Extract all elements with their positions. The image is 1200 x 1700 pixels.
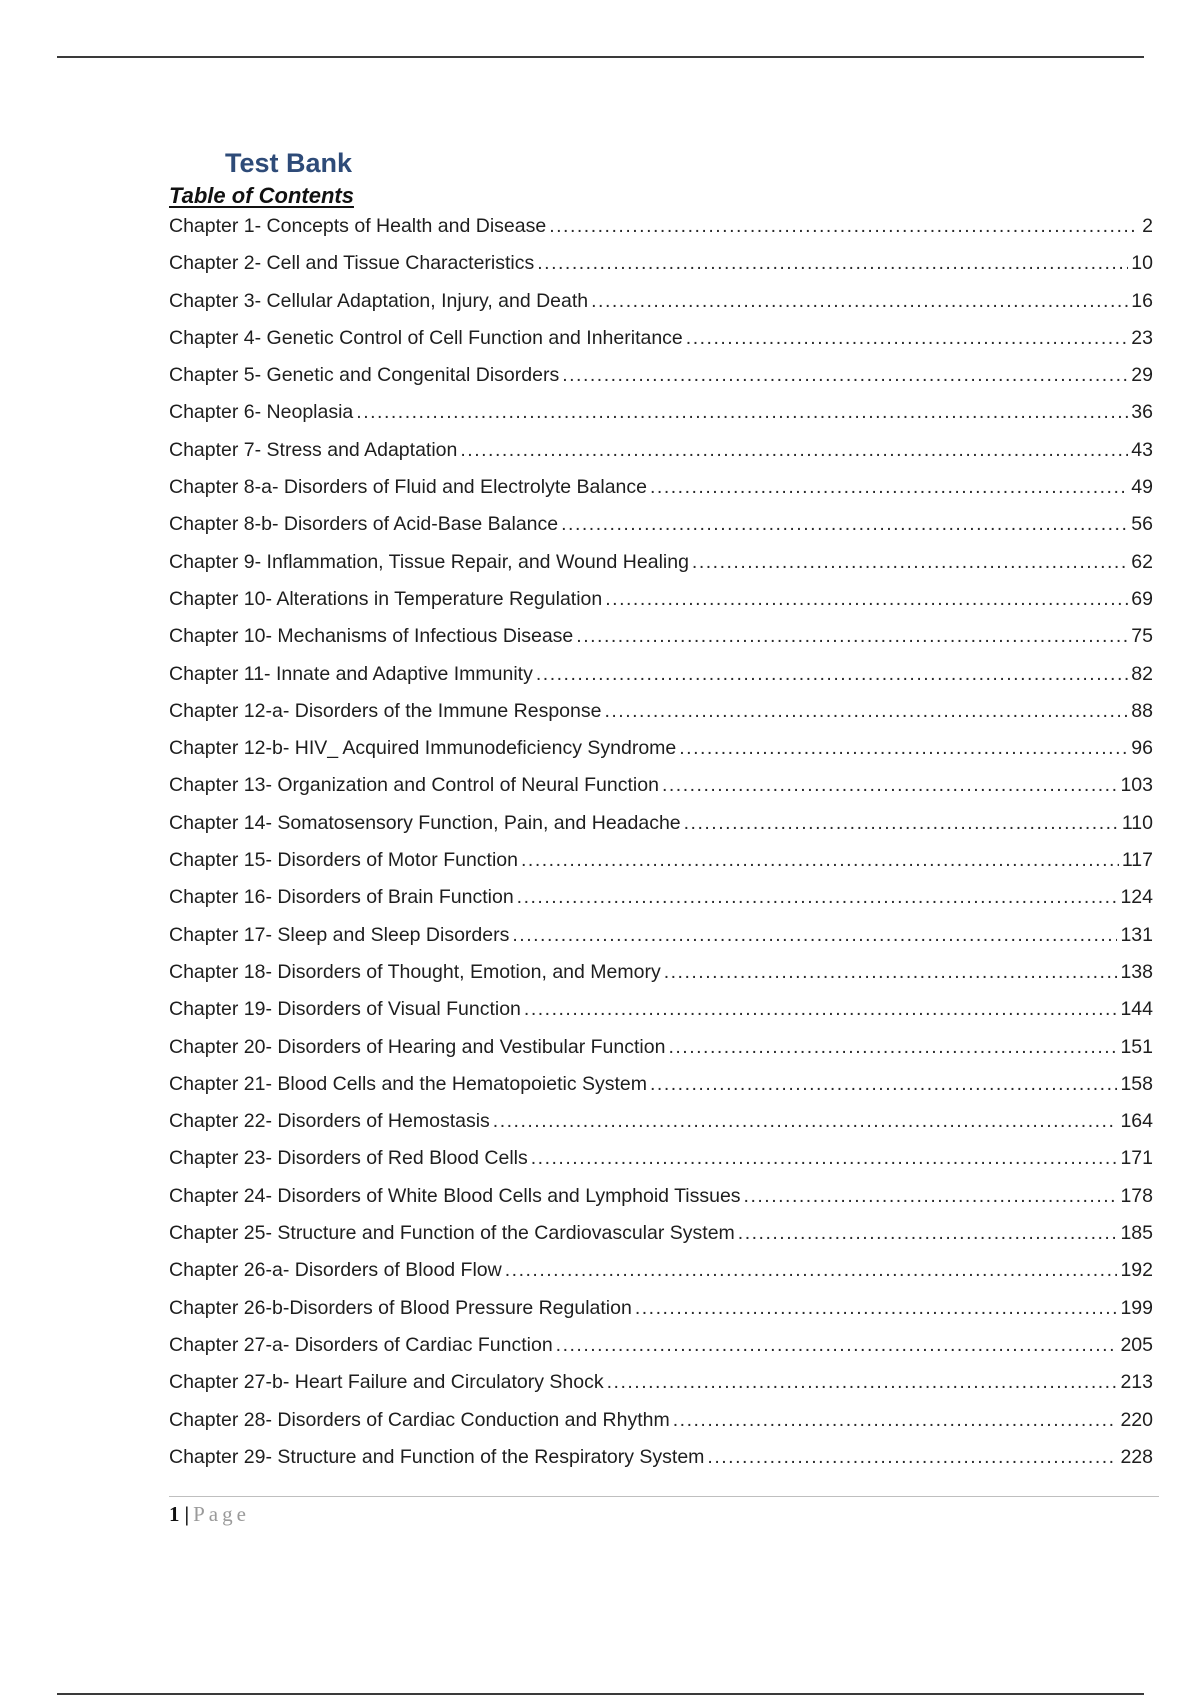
toc-dot-leader	[607, 1366, 1118, 1398]
toc-entry[interactable]	[169, 807, 1153, 844]
toc-entry-page: 144	[1120, 998, 1153, 1021]
toc-entry-title: Chapter 23- Disorders of Red Blood Cells	[169, 1147, 528, 1170]
toc-entry[interactable]	[169, 919, 1153, 956]
toc-entry-page: 213	[1120, 1371, 1153, 1394]
toc-entry-page: 23	[1131, 326, 1153, 349]
toc-entry-page: 2	[1142, 215, 1153, 237]
toc-entry[interactable]	[169, 695, 1153, 732]
toc-entry[interactable]	[169, 359, 1153, 396]
toc-dot-leader	[707, 1441, 1117, 1473]
toc-entry-title: Chapter 10- Alterations in Temperature Regulation	[169, 587, 603, 610]
toc-entry[interactable]	[169, 1329, 1153, 1366]
toc-entry-page: 151	[1120, 1035, 1153, 1058]
toc-dot-leader	[549, 210, 1139, 242]
toc-dot-leader	[556, 1329, 1118, 1361]
toc-entry[interactable]	[169, 471, 1153, 508]
toc-dot-leader	[605, 583, 1128, 615]
toc-entry-page: 75	[1131, 625, 1153, 648]
toc-entry[interactable]	[169, 546, 1153, 583]
toc-entry-page: 178	[1120, 1184, 1153, 1207]
toc-dot-leader	[686, 322, 1129, 354]
toc-entry-page: 62	[1131, 550, 1153, 573]
toc-entry-title: Chapter 2- Cell and Tissue Characteristics	[169, 252, 535, 275]
toc-entry-page: 185	[1120, 1222, 1153, 1245]
toc-entry-page: 110	[1121, 811, 1153, 834]
toc-entry-title: Chapter 13- Organization and Control of Neural Function	[169, 774, 659, 797]
toc-entry[interactable]	[169, 285, 1153, 322]
toc-entry-title: Chapter 18- Disorders of Thought, Emotion, and Memory	[169, 960, 661, 983]
toc-dot-leader	[738, 1217, 1118, 1249]
toc-entry-title: Chapter 11- Innate and Adaptive Immunity	[169, 662, 533, 685]
toc-entry-title: Chapter 8-a- Disorders of Fluid and Electrolyte Balance	[169, 476, 647, 499]
toc-entry-page: 131	[1120, 923, 1153, 946]
toc-entry-title: Chapter 4- Genetic Control of Cell Function and Inheritance	[169, 326, 683, 349]
toc-entry-title: Chapter 9- Inflammation, Tissue Repair, and Wound Healing	[169, 550, 689, 573]
toc-entry-title: Chapter 17- Sleep and Sleep Disorders	[169, 923, 510, 946]
toc-entry-title: Chapter 15- Disorders of Motor Function	[169, 849, 518, 872]
toc-dot-leader	[561, 508, 1128, 540]
toc-entry[interactable]	[169, 1366, 1153, 1403]
toc-entry[interactable]	[169, 583, 1153, 620]
toc-entry[interactable]	[169, 844, 1153, 881]
toc-dot-leader	[517, 881, 1118, 913]
toc-dot-leader	[521, 844, 1119, 876]
toc-entry-page: 158	[1120, 1072, 1153, 1095]
toc-entry[interactable]	[169, 658, 1153, 695]
toc-entry-title: Chapter 1- Concepts of Health and Disease	[169, 215, 547, 237]
toc-dot-leader	[356, 396, 1128, 428]
toc-entry-page: 16	[1131, 289, 1153, 312]
toc-entry-title: Chapter 25- Structure and Function of the Cardiovascular System	[169, 1222, 735, 1245]
toc-entry[interactable]	[169, 620, 1153, 657]
toc-entry-page: 82	[1131, 662, 1153, 685]
toc-entry[interactable]	[169, 1441, 1153, 1478]
toc-dot-leader	[604, 695, 1128, 727]
toc-dot-leader	[536, 658, 1128, 690]
toc-dot-leader	[664, 956, 1118, 988]
toc-entry[interactable]	[169, 769, 1153, 806]
toc-entry[interactable]	[169, 508, 1153, 545]
toc-entry-title: Chapter 27-b- Heart Failure and Circulatory Shock	[169, 1371, 604, 1394]
toc-dot-leader	[692, 546, 1128, 578]
toc-entry-title: Chapter 29- Structure and Function of the Respiratory System	[169, 1445, 705, 1468]
toc-entry-page: 56	[1131, 513, 1153, 536]
toc-dot-leader	[673, 1404, 1118, 1436]
toc-dot-leader	[684, 807, 1119, 839]
header-rule	[57, 56, 1144, 58]
toc-entry-title: Chapter 21- Blood Cells and the Hematopoietic System	[169, 1072, 647, 1095]
toc-entry[interactable]	[169, 1180, 1153, 1217]
toc-dot-leader	[576, 620, 1128, 652]
footer-page-label: Page	[193, 1502, 250, 1526]
toc-entry-title: Chapter 26-a- Disorders of Blood Flow	[169, 1259, 502, 1282]
toc-dot-leader	[668, 1031, 1117, 1063]
toc-entry-page: 43	[1131, 438, 1153, 461]
toc-entry-title: Chapter 5- Genetic and Congenital Disorders	[169, 364, 560, 387]
toc-entry[interactable]	[169, 396, 1153, 433]
toc-entry-title: Chapter 7- Stress and Adaptation	[169, 438, 458, 461]
toc-entry[interactable]	[169, 956, 1153, 993]
footer-separator: |	[184, 1502, 190, 1526]
toc-entry-title: Chapter 3- Cellular Adaptation, Injury, and Death	[169, 289, 589, 312]
toc-entry[interactable]	[169, 1404, 1153, 1441]
document-title: Test Bank	[225, 148, 353, 178]
toc-dot-leader	[531, 1142, 1118, 1174]
toc-entry-page: 69	[1131, 587, 1153, 610]
toc-entry-page: 138	[1120, 960, 1153, 983]
toc-entry[interactable]	[169, 1105, 1153, 1142]
toc-dot-leader	[635, 1292, 1118, 1324]
toc-entry[interactable]	[169, 322, 1153, 359]
table-of-contents	[169, 210, 1153, 1478]
toc-entry-page: 205	[1120, 1333, 1153, 1356]
toc-entry-page: 192	[1120, 1259, 1153, 1282]
toc-entry-title: Chapter 12-b- HIV_ Acquired Immunodeficiency Syndrome	[169, 737, 677, 760]
toc-dot-leader	[679, 732, 1128, 764]
toc-dot-leader	[505, 1254, 1118, 1286]
toc-entry-title: Chapter 10- Mechanisms of Infectious Disease	[169, 625, 574, 648]
toc-entry-title: Chapter 12-a- Disorders of the Immune Response	[169, 699, 602, 722]
toc-entry-title: Chapter 24- Disorders of White Blood Cells and Lymphoid Tissues	[169, 1184, 741, 1207]
toc-entry-page: 171	[1120, 1147, 1153, 1170]
toc-entry-title: Chapter 28- Disorders of Cardiac Conduction and Rhythm	[169, 1408, 670, 1431]
toc-entry-page: 88	[1131, 699, 1153, 722]
toc-dot-leader	[650, 471, 1128, 503]
toc-entry-page: 220	[1120, 1408, 1153, 1431]
toc-dot-leader	[562, 359, 1128, 391]
toc-entry-title: Chapter 22- Disorders of Hemostasis	[169, 1110, 490, 1133]
toc-entry-page: 199	[1120, 1296, 1153, 1319]
toc-entry-page: 36	[1131, 401, 1153, 424]
toc-entry-page: 228	[1120, 1445, 1153, 1468]
toc-entry-page: 10	[1131, 252, 1153, 275]
toc-entry-page: 117	[1121, 849, 1153, 872]
toc-entry-title: Chapter 16- Disorders of Brain Function	[169, 886, 514, 909]
bottom-rule	[57, 1693, 1144, 1695]
toc-entry[interactable]	[169, 732, 1153, 769]
toc-heading: Table of Contents	[169, 183, 354, 208]
page-footer	[169, 1500, 250, 1528]
toc-entry-page: 96	[1131, 737, 1153, 760]
toc-entry[interactable]	[169, 1068, 1153, 1105]
toc-dot-leader	[537, 247, 1128, 279]
toc-entry-page: 124	[1120, 886, 1153, 909]
toc-entry-title: Chapter 6- Neoplasia	[169, 401, 354, 424]
toc-entry-page: 29	[1131, 364, 1153, 387]
toc-entry-title: Chapter 14- Somatosensory Function, Pain, and Headache	[169, 811, 681, 834]
toc-dot-leader	[493, 1105, 1118, 1137]
toc-entry[interactable]	[169, 1254, 1153, 1291]
toc-dot-leader	[460, 434, 1128, 466]
toc-entry[interactable]	[169, 210, 1153, 247]
toc-entry-title: Chapter 8-b- Disorders of Acid-Base Balance	[169, 513, 559, 536]
toc-entry[interactable]	[169, 247, 1153, 284]
toc-dot-leader	[524, 993, 1118, 1025]
footer-rule	[169, 1496, 1159, 1497]
toc-entry[interactable]	[169, 1142, 1153, 1179]
toc-entry[interactable]	[169, 993, 1153, 1030]
toc-entry-page: 49	[1131, 476, 1153, 499]
toc-dot-leader	[591, 285, 1128, 317]
toc-entry-page: 164	[1120, 1110, 1153, 1133]
toc-dot-leader	[744, 1180, 1118, 1212]
toc-entry[interactable]	[169, 1031, 1153, 1068]
toc-entry[interactable]	[169, 1217, 1153, 1254]
toc-entry-title: Chapter 19- Disorders of Visual Function	[169, 998, 521, 1021]
toc-dot-leader	[512, 919, 1117, 951]
toc-entry-title: Chapter 20- Disorders of Hearing and Vestibular Function	[169, 1035, 666, 1058]
toc-entry[interactable]	[169, 434, 1153, 471]
toc-entry[interactable]	[169, 881, 1153, 918]
toc-dot-leader	[662, 769, 1118, 801]
toc-entry-page: 103	[1120, 774, 1153, 797]
toc-entry-title: Chapter 27-a- Disorders of Cardiac Function	[169, 1333, 553, 1356]
toc-entry-title: Chapter 26-b-Disorders of Blood Pressure Regulation	[169, 1296, 632, 1319]
footer-page-number: 1	[169, 1502, 180, 1526]
toc-entry[interactable]	[169, 1292, 1153, 1329]
toc-dot-leader	[650, 1068, 1117, 1100]
